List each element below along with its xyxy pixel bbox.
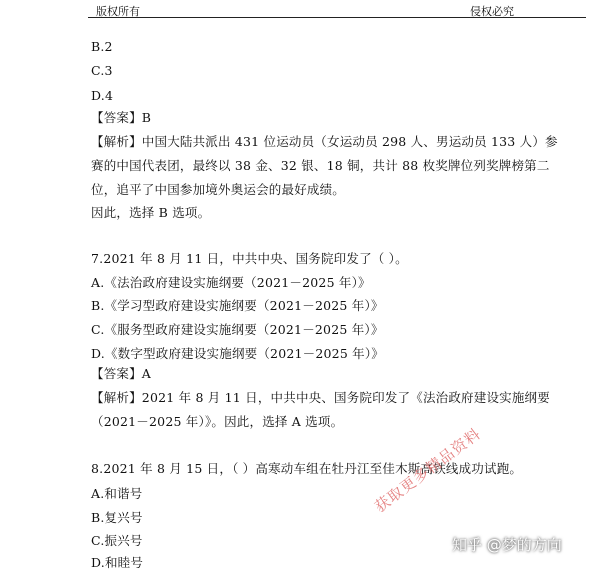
q6-answer: 【答案】B [91,110,152,125]
q7-explanation-line-1: 【解析】2021 年 8 月 11 日，中共中央、国务院印发了《法治政府建设实施纲要 [91,390,550,405]
q7-question: 7.2021 年 8 月 11 日，中共中央、国务院印发了（ ）。 [91,251,408,266]
zhihu-watermark: 知乎 @梦的方向 [452,536,562,554]
q6-option-d: D.4 [91,88,114,103]
header-rule [88,17,586,18]
q7-explanation-line-2: （2021－2025 年）》。因此，选择 A 选项。 [91,414,344,429]
header-right-text: 侵权必究 [470,5,514,18]
q8-option-c: C.振兴号 [91,533,143,548]
q8-option-d: D.和睦号 [91,555,144,570]
q6-option-c: C.3 [91,63,113,78]
q7-option-a: A.《法治政府建设实施纲要（2021－2025 年）》 [91,275,371,290]
q7-option-d: D.《数字型政府建设实施纲要（2021－2025 年）》 [91,346,384,361]
q8-question: 8.2021 年 8 月 15 日，（ ）高寒动车组在牡丹江至佳木斯高铁线成功试跑。 [91,461,523,476]
diagonal-watermark: 获取更多精品资料 [371,424,485,516]
q6-explanation-line-2: 赛的中国代表团，最终以 38 金、32 银、18 铜，共计 88 枚奖牌位列奖牌榜第二 [91,158,550,173]
q6-option-b: B.2 [91,39,113,54]
q7-option-c: C.《服务型政府建设实施纲要（2021－2025 年）》 [91,322,384,337]
q8-option-a: A.和谐号 [91,486,143,501]
header-left-text: 版权所有 [96,5,140,18]
q6-conclusion: 因此，选择 B 选项。 [91,205,211,220]
q8-option-b: B.复兴号 [91,510,143,525]
q7-answer: 【答案】A [91,366,152,381]
q6-explanation-line-1: 【解析】中国大陆共派出 431 位运动员（女运动员 298 人、男运动员 133 人）参 [91,134,558,149]
page-header [0,0,600,21]
q7-option-b: B.《学习型政府建设实施纲要（2021－2025 年）》 [91,298,384,313]
q6-explanation-line-3: 位，追平了中国参加境外奥运会的最好成绩。 [91,182,346,197]
